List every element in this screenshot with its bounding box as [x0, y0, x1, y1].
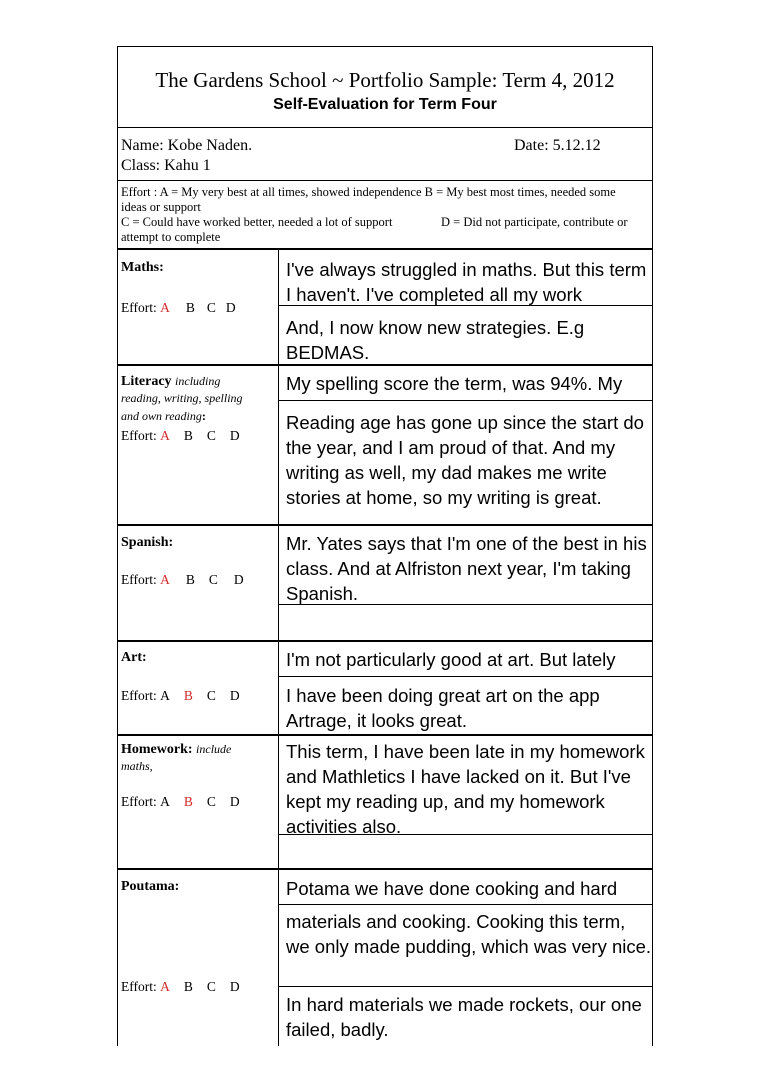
literacy-note-1: reading, writing, spelling [121, 391, 243, 405]
student-info-divider [117, 180, 653, 181]
effort-label: Effort: [121, 794, 161, 809]
effort-grade-a: A [160, 979, 170, 994]
effort-legend-line-2: ideas or support [121, 200, 201, 214]
subject-art-label: Art: [121, 650, 147, 665]
subject-maths-label: Maths: [121, 260, 164, 275]
table-right-border [652, 46, 653, 1046]
literacy-note-2-colon: : [201, 409, 206, 423]
row-divider-homework [117, 734, 653, 736]
effort-grade-a: A [160, 572, 170, 587]
effort-rating-maths [121, 300, 236, 316]
effort-grade-c: C [206, 688, 216, 703]
effort-grade-b: B [183, 688, 193, 703]
effort-label: Effort: [121, 688, 161, 703]
effort-label: Effort: [121, 979, 161, 994]
student-name: Name: Kobe Naden. [121, 137, 253, 154]
row-divider-art [117, 640, 653, 642]
effort-grade-c: C [206, 428, 216, 443]
page-title: The Gardens School ~ Portfolio Sample: Term 4, 2012 [155, 68, 615, 92]
subject-spanish-label: Spanish: [121, 535, 174, 550]
homework-answer-1: This term, I have been late in my homework and Mathletics I have lacked on it. But I've kept my reading up, and my homework activities also. [286, 741, 645, 837]
effort-grade-b: B [183, 428, 193, 443]
poutama-cell-divider-1 [279, 904, 653, 905]
poutama-cell-divider-2 [279, 986, 653, 987]
literacy-label-text: Literacy [121, 374, 172, 389]
subject-poutama-label: Poutama: [121, 879, 180, 894]
effort-rating-literacy [121, 428, 240, 444]
effort-grade-c: C [206, 794, 216, 809]
homework-note-1: maths, [121, 759, 153, 773]
effort-label: Effort: [121, 572, 161, 587]
spanish-answer-1: Mr. Yates says that I'm one of the best in his class. And at Alfriston next year, I'm taking Spanish. [286, 533, 647, 604]
poutama-answer-1: Potama we have done cooking and hard [286, 878, 618, 899]
literacy-note-2-text: and own reading [121, 409, 202, 423]
poutama-answer-3: In hard materials we made rockets, our one failed, badly. [286, 994, 642, 1040]
effort-grade-d: D [229, 979, 240, 994]
effort-grade-a: A [160, 688, 170, 703]
effort-grade-d: D [229, 688, 240, 703]
student-class: Class: Kahu 1 [121, 157, 211, 174]
effort-grade-b: B [183, 979, 193, 994]
table-left-border [117, 46, 118, 1046]
effort-grade-d: D [229, 428, 240, 443]
poutama-answer-2: materials and cooking. Cooking this term, we only made pudding, which was very nice. [286, 911, 652, 957]
header-divider [117, 127, 653, 128]
subject-literacy-label [121, 374, 220, 390]
column-divider [278, 249, 279, 1046]
legend-divider [117, 248, 653, 250]
table-top-border [117, 46, 653, 47]
literacy-answer-1: My spelling score the term, was 94%. My [286, 373, 623, 394]
homework-include-text: include [196, 742, 232, 756]
effort-rating-art [121, 688, 240, 704]
evaluation-date: Date: 5.12.12 [514, 137, 601, 154]
effort-legend-line-3a: C = Could have worked better, needed a lot of support [121, 215, 393, 229]
effort-grade-d: D [229, 794, 240, 809]
effort-rating-homework [121, 794, 240, 810]
literacy-answer-2: Reading age has gone up since the start do the year, and I am proud of that. And my writing as well, my dad makes me write stories at home, so my writing is great. [286, 412, 644, 508]
art-cell-divider [279, 676, 653, 677]
row-divider-spanish [117, 524, 653, 526]
effort-grade-b: B [183, 794, 193, 809]
effort-grade-b: B [185, 572, 195, 587]
effort-rating-poutama [121, 979, 240, 995]
literacy-including-text: including [175, 374, 221, 388]
homework-label-text: Homework: [121, 742, 193, 757]
effort-grade-c: C [208, 572, 218, 587]
effort-grade-d: D [225, 300, 236, 315]
effort-legend-line-4: attempt to complete [121, 230, 221, 244]
page-subtitle: Self-Evaluation for Term Four [273, 96, 497, 113]
effort-grade-a: A [160, 300, 170, 315]
effort-grade-b: B [185, 300, 195, 315]
row-divider-poutama [117, 868, 653, 870]
effort-grade-c: C [206, 979, 216, 994]
effort-legend-line-1: Effort : A = My very best at all times, showed independence B = My best most times, needed some [121, 185, 616, 199]
maths-answer-2: And, I now know new strategies. E.g BEDMAS. [286, 317, 585, 363]
art-answer-2: I have been doing great art on the app Artrage, it looks great. [286, 685, 600, 731]
subject-homework-label [121, 742, 231, 758]
literacy-cell-divider [279, 400, 653, 401]
maths-answer-1: I've always struggled in maths. But this term I haven't. I've completed all my work [286, 259, 647, 305]
effort-grade-a: A [160, 428, 170, 443]
literacy-note-2 [121, 409, 206, 424]
effort-grade-a: A [160, 794, 170, 809]
effort-label: Effort: [121, 428, 161, 443]
effort-label: Effort: [121, 300, 161, 315]
effort-rating-spanish [121, 572, 244, 588]
effort-grade-c: C [206, 300, 216, 315]
effort-legend-line-3b: D = Did not participate, contribute or [441, 215, 628, 229]
art-answer-1: I'm not particularly good at art. But lately [286, 649, 616, 670]
effort-grade-d: D [233, 572, 244, 587]
